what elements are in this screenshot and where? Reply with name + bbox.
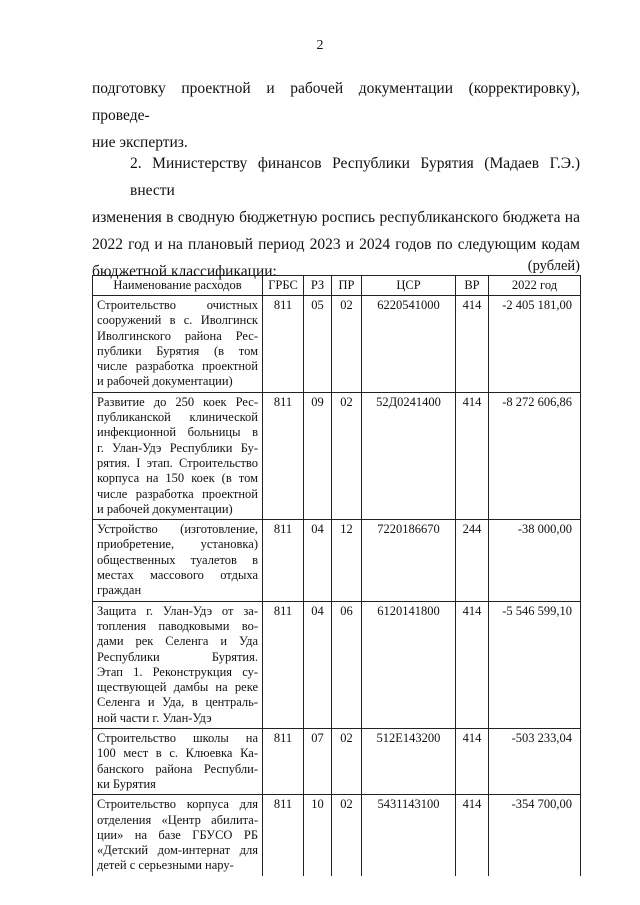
cell-csr: 5431143100: [362, 795, 456, 876]
cell-rz: 07: [304, 729, 332, 795]
cell-text-line: Этап 1. Реконструкция су-: [97, 664, 258, 679]
cell-vr: 414: [456, 392, 489, 519]
cell-vr: 414: [456, 601, 489, 728]
cell-text-line: числе разработка проектной: [97, 486, 258, 501]
cell-text-line: банского района Республи-: [97, 761, 258, 776]
cell-text-line: отделения «Центр абилита-: [97, 812, 258, 827]
paragraph-line: 2022 год и на плановый период 2023 и 2024 годов по следующим кодам: [92, 236, 580, 253]
paragraph-line: бюджетной классификации:: [92, 263, 277, 280]
cell-text-line: публики Бурятия (в том: [97, 343, 258, 358]
cell-csr: 52Д0241400: [362, 392, 456, 519]
cell-csr: 7220186670: [362, 520, 456, 601]
cell-text-line: сооружений в с. Иволгинск: [97, 313, 258, 328]
table-row: [93, 601, 581, 728]
cell-pr: 06: [332, 601, 362, 728]
cell-pr: 02: [332, 795, 362, 876]
cell-text-line: «Детский дом-интернат для: [97, 843, 258, 858]
cell-text-line: местах массового отдыха: [97, 568, 258, 583]
cell-amount: -8 272 606,86: [489, 392, 581, 519]
cell-amount: -5 546 599,10: [489, 601, 581, 728]
table-row: [93, 392, 581, 519]
currency-units-label: (рублей): [527, 258, 580, 274]
cell-pr: 02: [332, 729, 362, 795]
budget-classification-table: [92, 275, 581, 876]
cell-vr: 244: [456, 520, 489, 601]
cell-pr: 12: [332, 520, 362, 601]
table-row: [93, 520, 581, 601]
cell-rz: 10: [304, 795, 332, 876]
cell-expense-name: [93, 392, 263, 519]
cell-text-line: детей с серьезными нару-: [97, 858, 234, 873]
paragraph-line: подготовку проектной и рабочей документации (корректировку), проведе-: [92, 80, 580, 124]
cell-text-line: Строительство школы на: [97, 731, 258, 746]
paragraph-line: 2. Министерству финансов Республики Бурятия (Мадаев Г.Э.) внести: [130, 155, 580, 199]
cell-text-line: г. Улан-Удэ Республики Бу-: [97, 440, 258, 455]
cell-grbs: 811: [263, 296, 304, 393]
header-csr: ЦСР: [362, 276, 456, 296]
cell-expense-name: [93, 520, 263, 601]
cell-rz: 09: [304, 392, 332, 519]
cell-expense-name: [93, 296, 263, 393]
cell-text-line: дами рек Селенга и Уда: [97, 634, 258, 649]
cell-grbs: 811: [263, 392, 304, 519]
cell-csr: 6220541000: [362, 296, 456, 393]
cell-vr: 414: [456, 296, 489, 393]
cell-text-line: Республики Бурятия.: [97, 649, 258, 664]
cell-text-line: и рабочей документации): [97, 501, 233, 516]
cell-text-line: публиканской клинической: [97, 410, 258, 425]
cell-text-line: 100 мест в с. Клюевка Ка-: [97, 746, 258, 761]
cell-text-line: рятия. I этап. Строительство: [97, 455, 258, 470]
paragraph-line: изменения в сводную бюджетную роспись республиканского бюджета на: [92, 209, 580, 226]
cell-text-line: Защита г. Улан-Удэ от за-: [97, 603, 258, 618]
cell-pr: 02: [332, 392, 362, 519]
cell-text-line: Устройство (изготовление,: [97, 522, 258, 537]
header-vr: ВР: [456, 276, 489, 296]
cell-csr: 6120141800: [362, 601, 456, 728]
cell-rz: 04: [304, 601, 332, 728]
cell-amount: -503 233,04: [489, 729, 581, 795]
cell-text-line: ществующей дамбы на реке: [97, 680, 258, 695]
cell-amount: -38 000,00: [489, 520, 581, 601]
cell-expense-name: [93, 729, 263, 795]
header-rz: РЗ: [304, 276, 332, 296]
cell-vr: 414: [456, 795, 489, 876]
cell-text-line: и рабочей документации): [97, 374, 233, 389]
cell-amount: -354 700,00: [489, 795, 581, 876]
cell-text-line: приобретение, установка): [97, 537, 258, 552]
table-header-row: [93, 276, 581, 296]
cell-amount: -2 405 181,00: [489, 296, 581, 393]
header-expense-name: Наименование расходов: [93, 276, 263, 296]
paragraph-line: ние экспертиз.: [92, 134, 188, 151]
table-row: [93, 795, 581, 876]
paragraph-ministry-instruction: [92, 150, 580, 285]
cell-expense-name: [93, 795, 263, 876]
cell-expense-name: [93, 601, 263, 728]
cell-vr: 414: [456, 729, 489, 795]
page-number: 2: [316, 38, 324, 53]
cell-csr: 512E143200: [362, 729, 456, 795]
cell-text-line: Развитие до 250 коек Рес-: [97, 394, 258, 409]
cell-grbs: 811: [263, 520, 304, 601]
cell-rz: 05: [304, 296, 332, 393]
table-row: [93, 296, 581, 393]
cell-text-line: ной части г. Улан-Удэ: [97, 710, 212, 725]
header-pr: ПР: [332, 276, 362, 296]
cell-pr: 02: [332, 296, 362, 393]
table-body: [93, 296, 581, 876]
cell-text-line: числе разработка проектной: [97, 359, 258, 374]
header-grbs: ГРБС: [263, 276, 304, 296]
paragraph-continuation: [92, 75, 580, 156]
header-year-2022: 2022 год: [489, 276, 581, 296]
cell-text-line: инфекционной больницы в: [97, 425, 258, 440]
cell-grbs: 811: [263, 795, 304, 876]
cell-text-line: общественных туалетов в: [97, 552, 258, 567]
cell-text-line: ции» на базе ГБУСО РБ: [97, 827, 258, 842]
cell-grbs: 811: [263, 729, 304, 795]
cell-text-line: топления паводковыми во-: [97, 618, 258, 633]
cell-text-line: Селенга и Уда, в централь-: [97, 695, 258, 710]
cell-text-line: Строительство корпуса для: [97, 797, 258, 812]
cell-text-line: Иволгинского района Рес-: [97, 328, 258, 343]
cell-rz: 04: [304, 520, 332, 601]
cell-text-line: Строительство очистных: [97, 298, 258, 312]
cell-text-line: граждан: [97, 583, 142, 598]
cell-grbs: 811: [263, 601, 304, 728]
table-row: [93, 729, 581, 795]
cell-text-line: корпуса на 150 коек (в том: [97, 471, 258, 486]
cell-text-line: ки Бурятия: [97, 776, 156, 791]
